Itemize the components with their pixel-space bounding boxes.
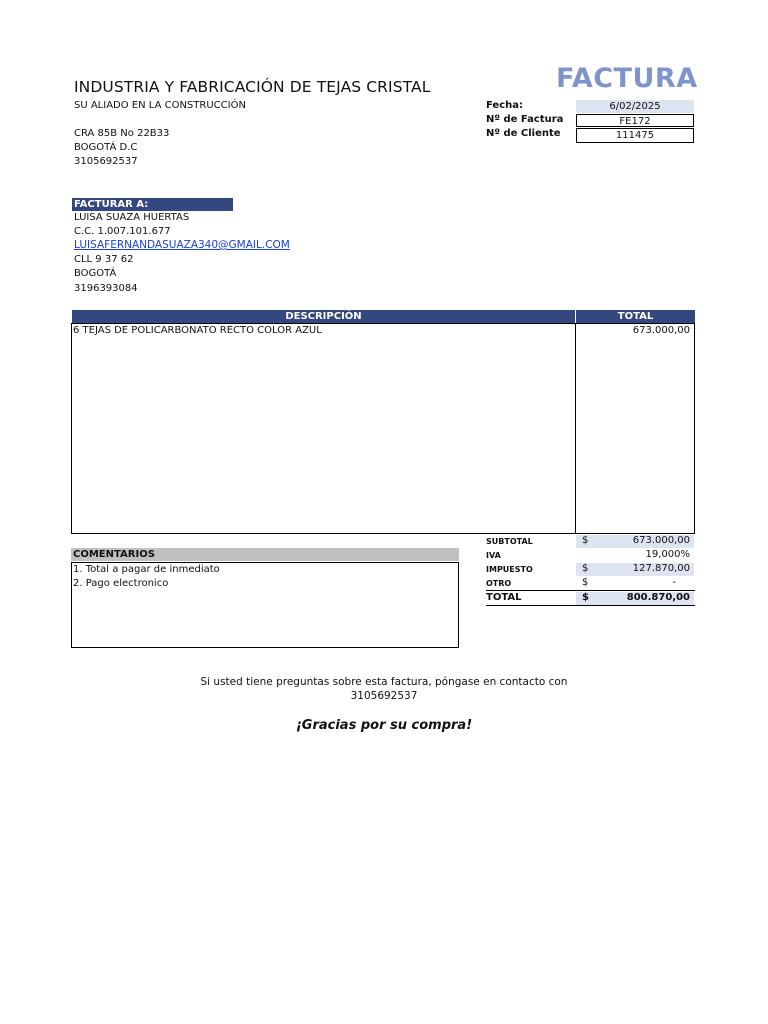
other-currency: $ [582, 577, 589, 588]
grand-total-currency: $ [582, 592, 589, 603]
client-number: 111475 [576, 128, 694, 143]
total-column-header: TOTAL [576, 310, 695, 323]
tax-value: 127.870,00 [632, 563, 690, 574]
invoice-date: 6/02/2025 [576, 100, 694, 113]
other-value: - [672, 577, 676, 588]
bill-to-city: BOGOTÁ [74, 268, 117, 279]
invoice-number-label: Nº de Factura [486, 114, 564, 125]
contact-line-1: Si usted tiene preguntas sobre esta factura, póngase en contacto con [200, 676, 568, 688]
client-number-label: Nº de Cliente [486, 128, 561, 139]
company-phone: 3105692537 [74, 156, 138, 167]
item-total: 673.000,00 [632, 325, 690, 336]
item-description: 6 TEJAS DE POLICARBONATO RECTO COLOR AZUL [73, 325, 322, 336]
contact-line-2: 3105692537 [350, 690, 418, 702]
company-address-line1: CRA 85B No 22B33 [74, 128, 170, 139]
bill-to-address: CLL 9 37 62 [74, 254, 134, 265]
invoice-number: FE172 [576, 114, 694, 127]
subtotal-value: 673.000,00 [632, 535, 690, 546]
grand-total-value: 800.870,00 [626, 592, 690, 603]
grand-total-label: TOTAL [486, 592, 522, 603]
total-bottom-rule [486, 605, 695, 606]
comment-line-1: 1. Total a pagar de inmediato [73, 564, 220, 575]
company-slogan: SU ALIADO EN LA CONSTRUCCIÓN [74, 100, 246, 111]
total-top-rule [486, 590, 695, 591]
iva-label: IVA [486, 551, 501, 560]
date-label: Fecha: [486, 100, 524, 111]
company-name: INDUSTRIA Y FABRICACIÓN DE TEJAS CRISTAL [74, 78, 431, 96]
items-table-divider [575, 323, 576, 534]
bill-to-id: C.C. 1.007.101.677 [74, 226, 171, 237]
thanks-message: ¡Gracias por su compra! [295, 718, 473, 733]
tax-currency: $ [582, 563, 589, 574]
bill-to-phone: 3196393084 [74, 283, 138, 294]
tax-label: IMPUESTO [486, 565, 533, 574]
subtotal-currency: $ [582, 535, 589, 546]
comment-line-2: 2. Pago electronico [73, 578, 169, 589]
company-address-line2: BOGOTÁ D.C [74, 142, 138, 153]
other-label: OTRO [486, 579, 512, 588]
bill-to-email-link[interactable]: LUISAFERNANDASUAZA340@GMAIL.COM [74, 239, 290, 251]
comments-header: COMENTARIOS [71, 548, 459, 561]
description-column-header: DESCRIPCIÓN [72, 310, 575, 323]
subtotal-label: SUBTOTAL [486, 537, 533, 546]
bill-to-name: LUISA SUAZA HUERTAS [74, 212, 190, 223]
iva-value: 19,000% [645, 549, 690, 560]
items-table-body [71, 323, 695, 534]
bill-to-header: FACTURAR A: [72, 198, 233, 211]
invoice-title: FACTURA [556, 63, 698, 94]
